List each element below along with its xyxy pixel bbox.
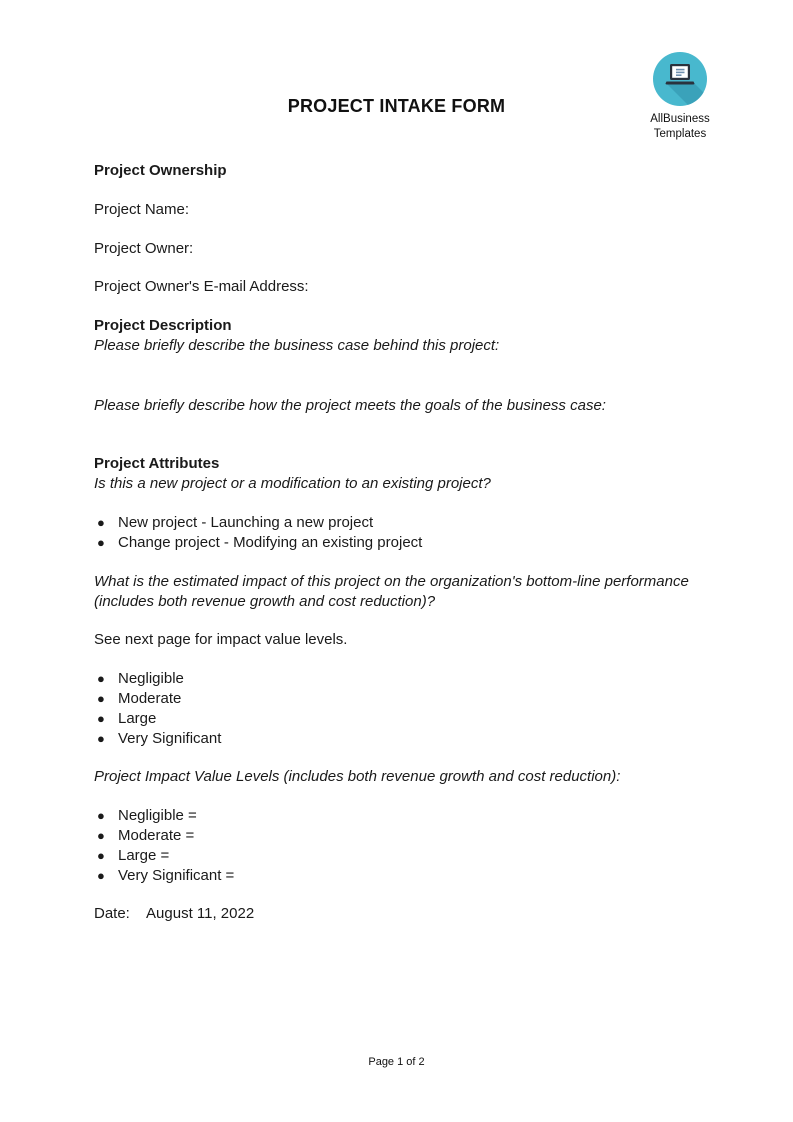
- value-levels-label: Project Impact Value Levels (includes both revenue growth and cost reduction):: [94, 768, 621, 785]
- bullet-icon: ●: [97, 808, 105, 823]
- field-label-project-owner: Project Owner:: [94, 240, 194, 257]
- date-line: [94, 904, 697, 924]
- value-level-moderate: Moderate =: [118, 827, 195, 844]
- bullet-icon: ●: [97, 535, 105, 550]
- laptop-logo-icon: [653, 52, 707, 106]
- logo-name-line1: AllBusiness: [650, 113, 710, 125]
- option-new-project: New project - Launching a new project: [118, 514, 374, 531]
- impact-level-moderate: Moderate: [118, 690, 182, 707]
- list-item: [94, 806, 697, 826]
- list-item: [94, 846, 697, 866]
- section-heading-project-description: Project Description: [94, 317, 232, 334]
- option-change-project: Change project - Modifying an existing project: [118, 534, 423, 551]
- date-value: August 11, 2022: [146, 905, 255, 922]
- project-type-options-list: [94, 513, 697, 553]
- business-goals-question: Please briefly describe how the project meets the goals of the business case:: [94, 397, 606, 414]
- impact-level-negligible: Negligible: [118, 670, 184, 687]
- impact-question-line1: What is the estimated impact of this project on the organization's bottom-line performance: [94, 573, 689, 590]
- bullet-icon: ●: [97, 731, 105, 746]
- field-label-project-name: Project Name:: [94, 201, 190, 218]
- value-levels-list: [94, 806, 697, 886]
- bullet-icon: ●: [97, 848, 105, 863]
- bullet-icon: ●: [97, 671, 105, 686]
- list-item: [94, 669, 697, 689]
- list-item: [94, 689, 697, 709]
- list-item: [94, 729, 697, 749]
- impact-levels-list: [94, 669, 697, 749]
- section-heading-project-ownership: Project Ownership: [94, 162, 227, 179]
- bullet-icon: ●: [97, 515, 105, 530]
- section-heading-project-attributes: Project Attributes: [94, 455, 220, 472]
- list-item: [94, 533, 697, 553]
- document-body: [94, 161, 697, 924]
- business-case-question: Please briefly describe the business case behind this project:: [94, 337, 500, 354]
- date-label: Date:: [94, 905, 130, 922]
- bullet-icon: ●: [97, 711, 105, 726]
- value-level-large: Large =: [118, 847, 170, 864]
- value-level-negligible: Negligible =: [118, 807, 197, 824]
- impact-note: See next page for impact value levels.: [94, 631, 348, 648]
- list-item: [94, 709, 697, 729]
- impact-level-large: Large: [118, 710, 157, 727]
- logo-name-line2: Templates: [653, 127, 707, 140]
- page-title: PROJECT INTAKE FORM: [287, 96, 506, 116]
- page-number: Page 1 of 2: [368, 1056, 425, 1068]
- bullet-icon: ●: [97, 828, 105, 843]
- bullet-icon: ●: [97, 691, 105, 706]
- list-item: [94, 513, 697, 533]
- impact-question-line2: (includes both revenue growth and cost reduction)?: [94, 593, 436, 610]
- project-type-question: Is this a new project or a modification to an existing project?: [94, 475, 491, 492]
- list-item: [94, 866, 697, 886]
- bullet-icon: ●: [97, 868, 105, 883]
- field-label-owner-email: Project Owner's E-mail Address:: [94, 278, 309, 295]
- company-logo: [645, 52, 715, 140]
- impact-level-very-significant: Very Significant: [118, 730, 222, 747]
- value-level-very-significant: Very Significant =: [118, 867, 235, 884]
- list-item: [94, 826, 697, 846]
